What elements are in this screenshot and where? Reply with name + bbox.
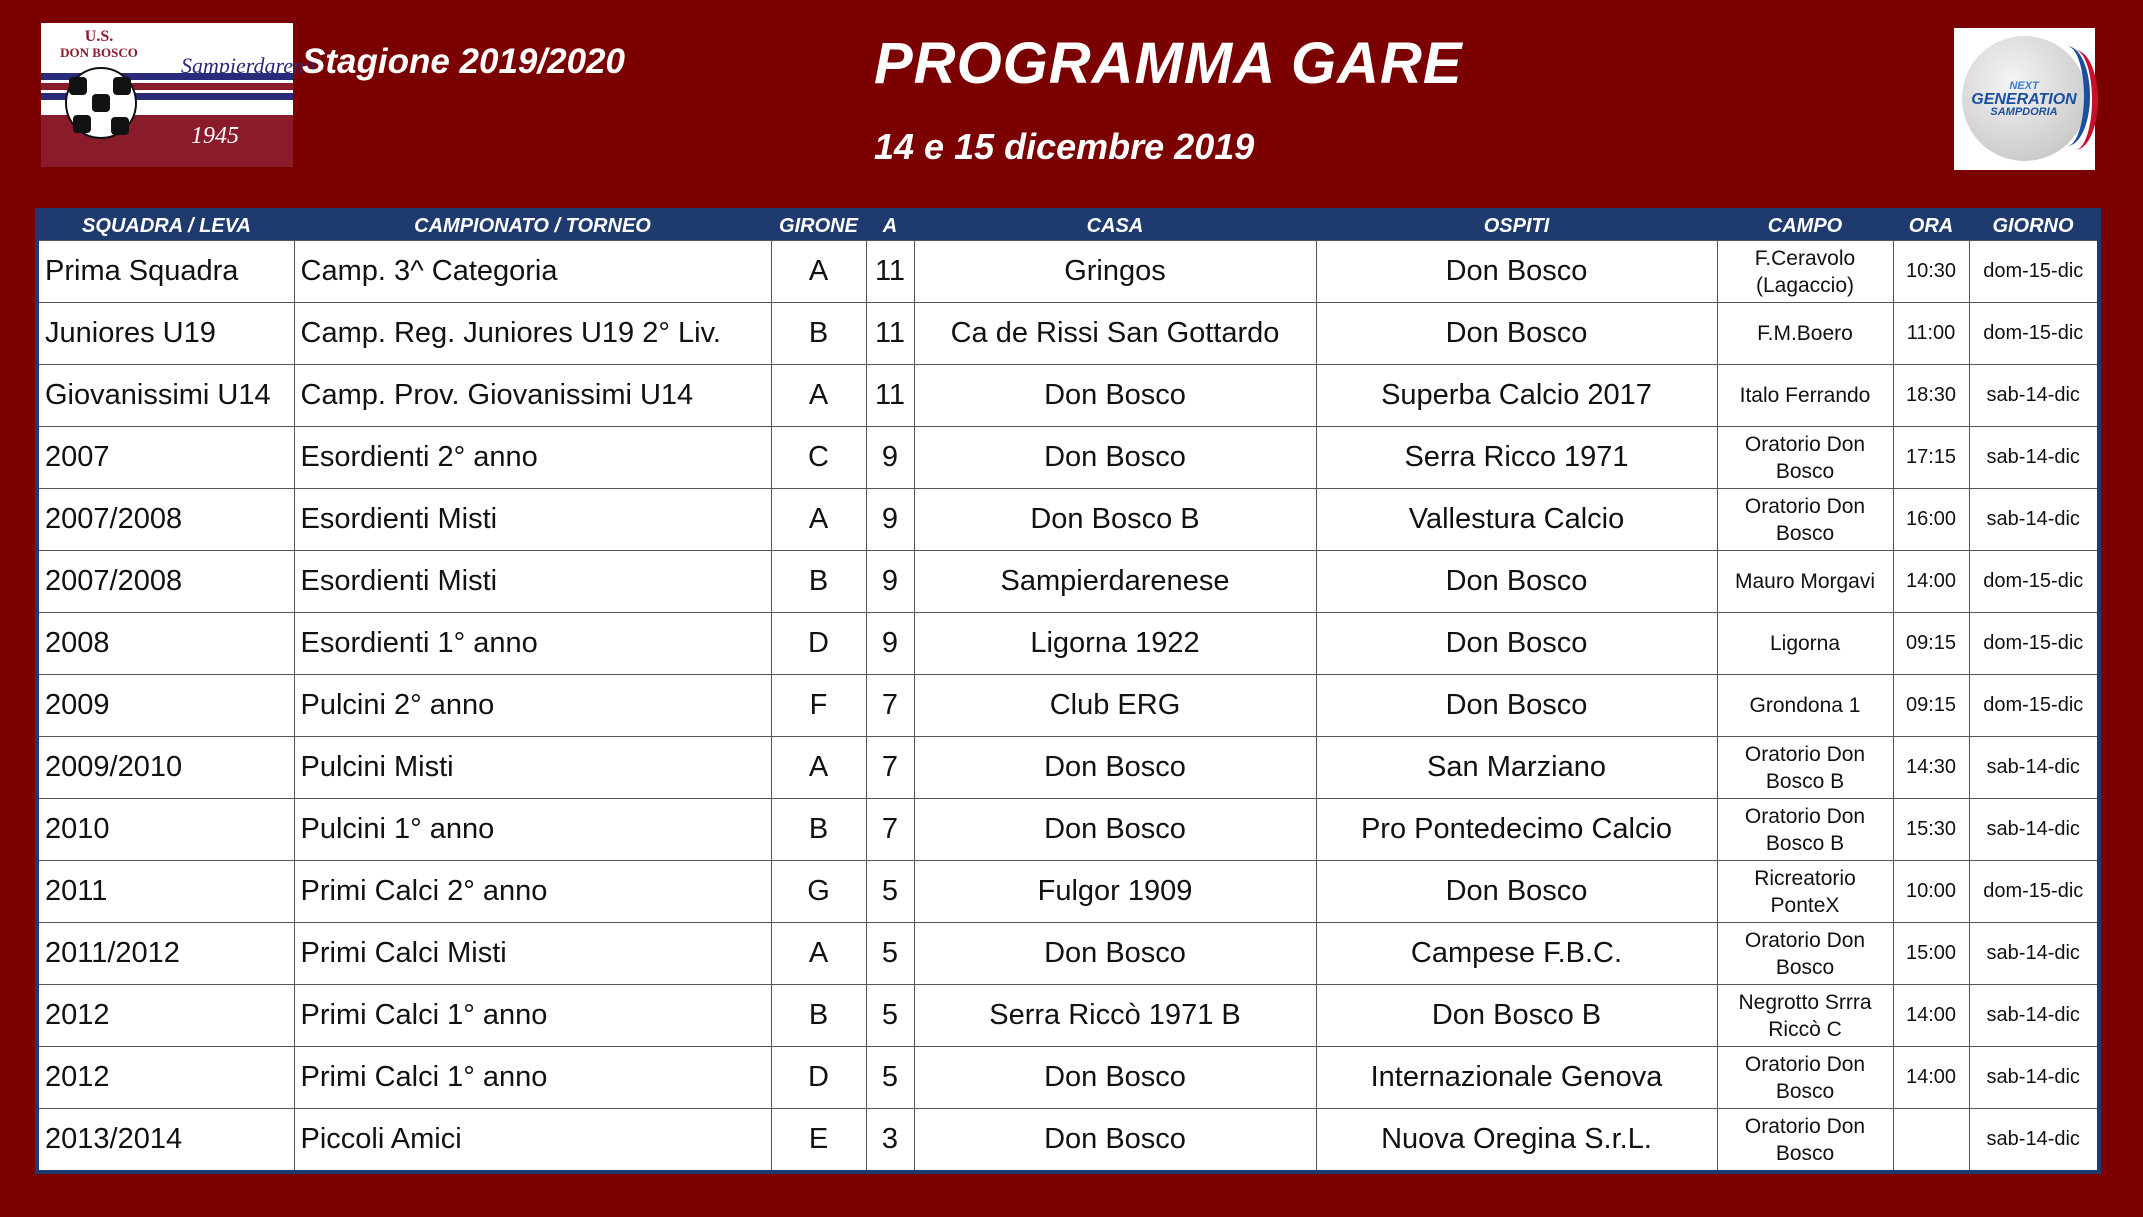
table-row	[37, 241, 2099, 303]
cell-campo: F.Ceravolo (Lagaccio)	[1717, 241, 1893, 303]
cell-girone: A	[771, 923, 866, 985]
logo-script: Sampierdarena	[181, 53, 316, 78]
cell-ospiti: Don Bosco	[1316, 241, 1717, 303]
cell-campo: Grondona 1	[1717, 675, 1893, 737]
cell-ospiti: Don Bosco	[1316, 303, 1717, 365]
cell-a: 5	[866, 861, 914, 923]
cell-campo: Oratorio Don Bosco B	[1717, 799, 1893, 861]
cell-a: 11	[866, 365, 914, 427]
cell-ospiti: Internazionale Genova	[1316, 1047, 1717, 1109]
cell-girone: B	[771, 303, 866, 365]
cell-squadra: 2007	[37, 427, 294, 489]
cell-campo: Oratorio Don Bosco	[1717, 489, 1893, 551]
column-header-campionato: CAMPIONATO / TORNEO	[294, 210, 771, 241]
cell-campionato: Primi Calci 2° anno	[294, 861, 771, 923]
column-header-casa: CASA	[914, 210, 1316, 241]
column-header-squadra: SQUADRA / LEVA	[37, 210, 294, 241]
cell-campionato: Camp. 3^ Categoria	[294, 241, 771, 303]
cell-campionato: Esordienti 2° anno	[294, 427, 771, 489]
column-header-giorno: GIORNO	[1969, 210, 2099, 241]
cell-a: 9	[866, 427, 914, 489]
cell-campionato: Esordienti 1° anno	[294, 613, 771, 675]
table-row	[37, 613, 2099, 675]
column-header-ospiti: OSPITI	[1316, 210, 1717, 241]
cell-campionato: Primi Calci 1° anno	[294, 985, 771, 1047]
cell-squadra: 2008	[37, 613, 294, 675]
cell-ora: 15:00	[1893, 923, 1969, 985]
cell-casa: Gringos	[914, 241, 1316, 303]
cell-ora: 18:30	[1893, 365, 1969, 427]
cell-girone: B	[771, 799, 866, 861]
sampdoria-logo	[1954, 28, 2095, 170]
cell-girone: B	[771, 551, 866, 613]
cell-girone: C	[771, 427, 866, 489]
cell-casa: Don Bosco	[914, 1109, 1316, 1173]
cell-casa: Don Bosco	[914, 1047, 1316, 1109]
cell-giorno: sab-14-dic	[1969, 427, 2099, 489]
cell-ospiti: Campese F.B.C.	[1316, 923, 1717, 985]
cell-ospiti: Don Bosco	[1316, 551, 1717, 613]
cell-a: 9	[866, 489, 914, 551]
cell-giorno: sab-14-dic	[1969, 923, 2099, 985]
cell-ora: 10:30	[1893, 241, 1969, 303]
cell-campo: Oratorio Don Bosco	[1717, 427, 1893, 489]
cell-ospiti: Vallestura Calcio	[1316, 489, 1717, 551]
cell-ora: 14:00	[1893, 1047, 1969, 1109]
club-logo-text	[59, 29, 139, 61]
cell-squadra: Juniores U19	[37, 303, 294, 365]
cell-campo: Oratorio Don Bosco	[1717, 1109, 1893, 1173]
schedule-table	[35, 208, 2101, 1174]
cell-campionato: Pulcini Misti	[294, 737, 771, 799]
cell-giorno: dom-15-dic	[1969, 675, 2099, 737]
cell-ora: 11:00	[1893, 303, 1969, 365]
cell-squadra: 2013/2014	[37, 1109, 294, 1173]
cell-giorno: dom-15-dic	[1969, 861, 2099, 923]
cell-campionato: Primi Calci Misti	[294, 923, 771, 985]
cell-campo: Oratorio Don Bosco B	[1717, 737, 1893, 799]
logo-line1: U.S.	[84, 28, 114, 45]
cell-squadra: 2011	[37, 861, 294, 923]
table-row	[37, 427, 2099, 489]
cell-a: 5	[866, 1047, 914, 1109]
cell-girone: A	[771, 241, 866, 303]
cell-campionato: Camp. Reg. Juniores U19 2° Liv.	[294, 303, 771, 365]
cell-giorno: sab-14-dic	[1969, 799, 2099, 861]
cell-campionato: Esordienti Misti	[294, 551, 771, 613]
logo-next: NEXT	[2009, 80, 2039, 92]
cell-casa: Ca de Rissi San Gottardo	[914, 303, 1316, 365]
column-header-a: A	[866, 210, 914, 241]
cell-girone: A	[771, 489, 866, 551]
cell-squadra: 2007/2008	[37, 551, 294, 613]
cell-girone: G	[771, 861, 866, 923]
cell-ora: 09:15	[1893, 675, 1969, 737]
logo-sampdoria: SAMPDORIA	[1990, 106, 2058, 118]
cell-a: 11	[866, 303, 914, 365]
soccer-ball-icon	[65, 67, 137, 139]
cell-campo: Oratorio Don Bosco	[1717, 1047, 1893, 1109]
cell-ora: 14:00	[1893, 985, 1969, 1047]
cell-squadra: 2012	[37, 985, 294, 1047]
table-row	[37, 303, 2099, 365]
season-label: Stagione 2019/2020	[302, 42, 625, 81]
cell-ospiti: San Marziano	[1316, 737, 1717, 799]
cell-giorno: dom-15-dic	[1969, 303, 2099, 365]
sampdoria-logo-text	[1964, 80, 2084, 119]
cell-squadra: 2011/2012	[37, 923, 294, 985]
cell-squadra: 2007/2008	[37, 489, 294, 551]
cell-squadra: 2012	[37, 1047, 294, 1109]
cell-casa: Serra Riccò 1971 B	[914, 985, 1316, 1047]
cell-a: 7	[866, 737, 914, 799]
cell-ospiti: Don Bosco	[1316, 861, 1717, 923]
cell-girone: E	[771, 1109, 866, 1173]
column-header-ora: ORA	[1893, 210, 1969, 241]
table-row	[37, 551, 2099, 613]
page-title: PROGRAMMA GARE	[874, 31, 1463, 96]
cell-campo: Ricreatorio PonteX	[1717, 861, 1893, 923]
match-date: 14 e 15 dicembre 2019	[874, 126, 1255, 167]
logo-line2: DON BOSCO	[60, 45, 138, 60]
cell-ora: 15:30	[1893, 799, 1969, 861]
cell-girone: D	[771, 613, 866, 675]
cell-a: 7	[866, 799, 914, 861]
cell-casa: Don Bosco	[914, 427, 1316, 489]
column-header-girone: GIRONE	[771, 210, 866, 241]
cell-campo: Oratorio Don Bosco	[1717, 923, 1893, 985]
cell-giorno: dom-15-dic	[1969, 613, 2099, 675]
club-logo	[41, 23, 316, 167]
table-row	[37, 489, 2099, 551]
cell-ora: 17:15	[1893, 427, 1969, 489]
column-header-campo: CAMPO	[1717, 210, 1893, 241]
cell-campo: Negrotto Srrra Riccò C	[1717, 985, 1893, 1047]
cell-ora: 09:15	[1893, 613, 1969, 675]
cell-a: 9	[866, 613, 914, 675]
table-row	[37, 737, 2099, 799]
cell-girone: A	[771, 737, 866, 799]
cell-campionato: Piccoli Amici	[294, 1109, 771, 1173]
cell-ospiti: Nuova Oregina S.r.L.	[1316, 1109, 1717, 1173]
cell-ora: 14:00	[1893, 551, 1969, 613]
cell-a: 9	[866, 551, 914, 613]
cell-squadra: 2009/2010	[37, 737, 294, 799]
table-header-row	[37, 210, 2099, 241]
cell-squadra: Giovanissimi U14	[37, 365, 294, 427]
cell-giorno: dom-15-dic	[1969, 241, 2099, 303]
cell-campionato: Pulcini 2° anno	[294, 675, 771, 737]
table-row	[37, 799, 2099, 861]
cell-casa: Don Bosco	[914, 923, 1316, 985]
cell-campo: F.M.Boero	[1717, 303, 1893, 365]
cell-girone: B	[771, 985, 866, 1047]
cell-girone: D	[771, 1047, 866, 1109]
cell-girone: F	[771, 675, 866, 737]
cell-campionato: Esordienti Misti	[294, 489, 771, 551]
cell-ora: 14:30	[1893, 737, 1969, 799]
cell-a: 5	[866, 985, 914, 1047]
cell-giorno: sab-14-dic	[1969, 1109, 2099, 1173]
cell-ospiti: Don Bosco	[1316, 675, 1717, 737]
cell-campionato: Camp. Prov. Giovanissimi U14	[294, 365, 771, 427]
cell-casa: Don Bosco	[914, 737, 1316, 799]
cell-ospiti: Superba Calcio 2017	[1316, 365, 1717, 427]
table-row	[37, 365, 2099, 427]
cell-casa: Club ERG	[914, 675, 1316, 737]
cell-giorno: sab-14-dic	[1969, 365, 2099, 427]
cell-a: 7	[866, 675, 914, 737]
cell-ora	[1893, 1109, 1969, 1173]
logo-generation: GENERATION	[1971, 91, 2077, 108]
cell-giorno: sab-14-dic	[1969, 1047, 2099, 1109]
table-row	[37, 985, 2099, 1047]
cell-campionato: Pulcini 1° anno	[294, 799, 771, 861]
cell-squadra: 2009	[37, 675, 294, 737]
cell-campo: Italo Ferrando	[1717, 365, 1893, 427]
cell-a: 11	[866, 241, 914, 303]
cell-ospiti: Don Bosco	[1316, 613, 1717, 675]
cell-campo: Ligorna	[1717, 613, 1893, 675]
table-row	[37, 861, 2099, 923]
table-body	[37, 241, 2099, 1173]
cell-ospiti: Pro Pontedecimo Calcio	[1316, 799, 1717, 861]
cell-ospiti: Don Bosco B	[1316, 985, 1717, 1047]
cell-casa: Don Bosco B	[914, 489, 1316, 551]
cell-casa: Fulgor 1909	[914, 861, 1316, 923]
cell-giorno: sab-14-dic	[1969, 737, 2099, 799]
logo-year: 1945	[191, 123, 239, 149]
cell-squadra: Prima Squadra	[37, 241, 294, 303]
cell-ora: 16:00	[1893, 489, 1969, 551]
table-row	[37, 675, 2099, 737]
cell-squadra: 2010	[37, 799, 294, 861]
cell-giorno: sab-14-dic	[1969, 489, 2099, 551]
cell-a: 3	[866, 1109, 914, 1173]
cell-a: 5	[866, 923, 914, 985]
cell-casa: Ligorna 1922	[914, 613, 1316, 675]
cell-ora: 10:00	[1893, 861, 1969, 923]
table-row	[37, 923, 2099, 985]
cell-campo: Mauro Morgavi	[1717, 551, 1893, 613]
cell-casa: Don Bosco	[914, 365, 1316, 427]
cell-giorno: dom-15-dic	[1969, 551, 2099, 613]
cell-giorno: sab-14-dic	[1969, 985, 2099, 1047]
cell-casa: Don Bosco	[914, 799, 1316, 861]
cell-casa: Sampierdarenese	[914, 551, 1316, 613]
cell-campionato: Primi Calci 1° anno	[294, 1047, 771, 1109]
cell-girone: A	[771, 365, 866, 427]
cell-ospiti: Serra Ricco 1971	[1316, 427, 1717, 489]
table-row	[37, 1109, 2099, 1173]
table-row	[37, 1047, 2099, 1109]
